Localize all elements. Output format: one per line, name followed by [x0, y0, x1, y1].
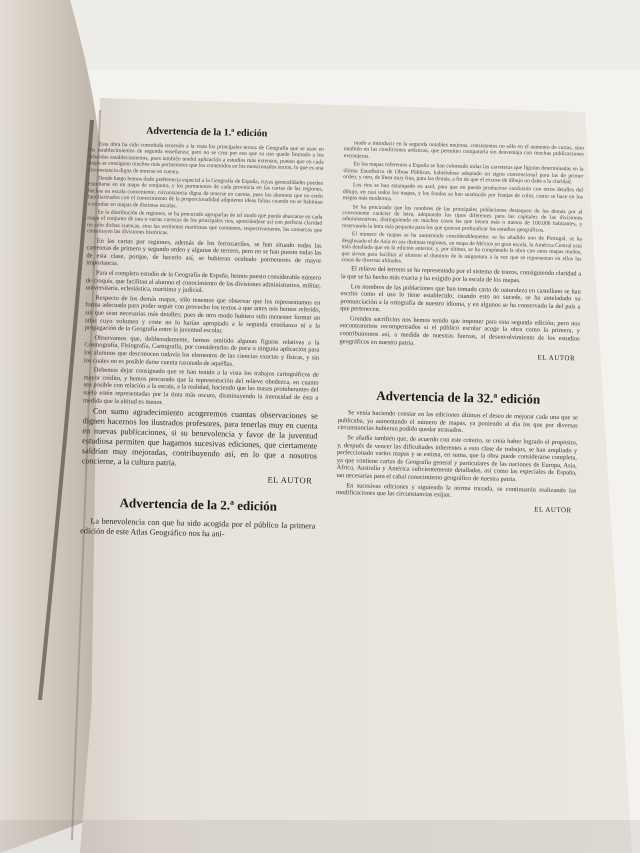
paragraph: Se ha procurado que los nombres de las principales poblaciones destaquen de los demás por el conveniente carácter de letra, adoptando los tipos diferentes para las capitales de las divisiones administrativas, distinguiendo en muchos casos las que tienen más o menos de 100.000 habitantes, y reservando la letra más pequeña para los que quieran profundizar los estudios geográficos. — [342, 203, 583, 234]
author-signature: EL AUTOR — [537, 353, 576, 363]
paragraph: Desde luego hemos dado preferencia especial a la Geografía de España, cuyas generalidades pueden estudiarse en un mapa de conjunto, y los pormenores de cada provincia en las cartas de las regiones, hechas en escala conveniente, circunstancia digna de tenerse en cuenta, pues los alumnos que no estén familiarizados con el conocimiento de la proporcionalidad adquieren ideas falsas cuando no se habitúan a estudiar en mapas de distintas escalas. — [87, 175, 324, 209]
paragraph: Respecto de los demás mapas, sólo tenemos que observar que los representamos en forma adecuada para poder seguir con provecho los textos a que antes nos hemos referido, sin que sean necesarias más detalles; pues de otro modo hubiera sido menester formar un atlas cuyo volumen y coste no lo harían apropiado a la segunda enseñanza ni a la propagación de la Geografía entre la juventud escolar. — [84, 294, 321, 335]
paragraph: En sucesivas ediciones y siguiendo la norma trazada, se continuarán realizando las modificaciones que las circunstancias exijan. — [336, 481, 577, 499]
paragraph: En los mapas referentes a España se han coloreado todas las carreteras que figuran determinadas en la última Estadística de Obras Públicas, habiéndose adoptado un signo convencional para las de primer orden, y otro, de línea muy fina, para las demás, a fin de que el exceso de dibujo no dañe a la claridad. — [343, 161, 584, 186]
paragraph: Los nombres de las poblaciones que han tomado carta de naturaleza en castellano se han escrito como el uso lo tiene establecido; cuando esto no sucede, se ha anteladado su pronunciación a la ortografía de nuestro idioma, y en algunos se ha conservado la del país a que pertenecen. — [340, 282, 581, 314]
paragraph: mado a introducir en la segunda notables mejoras, consistentes no sólo en el aumento de cartas, sino también en las condiciones artísticas, que permiten compararla sin desventaja con muchas publicaciones extranjeras. — [343, 140, 585, 160]
paragraph: Esta obra ha sido concebida teniendo a la vista los principales textos de Geografía que se usan en los establecimientos de segunda enseñanza; pero no se crea por eso que su uso quede limitado a los referidos establecimientos, pues también tendrá aplicación a estudios más extensos, puesto que en cada mapa se consignan muchos más pormenores que los contenidos en los mencionados textos, lo que es una circunstancia digna de tenerse en cuenta. — [88, 141, 324, 176]
book-page — [44, 94, 620, 807]
paragraph: La benevolencia con que ha sido acogida por el público la primera edición de este Atlas Geográfico nos ha ani- — [80, 516, 316, 539]
section-heading-2nd-edition: Advertencia de la 2.ª edición — [119, 495, 278, 514]
author-signature: EL AUTOR — [267, 474, 313, 486]
section-heading-32nd-edition: Advertencia de la 32.ª edición — [376, 388, 541, 407]
paragraph: Los ríos se han estampado en azul, para que no pueda producirse confusión con otros detalles del dibujo, en casi todos los mapas, y los fondos se han sustituido por franjas de color, como se hace en los mapas más modernos. — [342, 182, 584, 203]
left-column — [80, 124, 324, 543]
paragraph: Para el completo estudio de la Geografía de España, hemos puesto considerable número de croquis, que facilitan al alumno el conocimiento de las divisiones administrativa, militar, universitaria, eclesiástica, marítima y judicial. — [85, 269, 322, 295]
paragraph: Se añadía también que, de acuerdo con este criterio, se creía haber logrado el propósito, y, después de vencer las dificultades inherentes a esta clase de trabajos, se han ampliado y perfeccionado varios mapas y se estima, en suma, que la obra puede considerarse completa, ya que contiene cartas de Geografía general y particulares de las naciones de Europa, Asia, África, Australia y América suficientemente detalladas, así como las especiales de España, tan necesarias para el cabal conocimiento geográfico de nuestra patria. — [336, 434, 578, 484]
paragraph: Con sumo agradecimiento acogeremos cuantas observaciones se dignen hacernos los ilustrados profesores, para tenerlas muy en cuenta en nuevas publicaciones, si su benevolencia y favor de la juventud estudiosa permiten que hagamos sucesivas ediciones, que ciertamente saldrían muy mejoradas, contribuyendo así, en lo que a nosotros concierne, a la cultura patria. — [81, 406, 318, 468]
paragraph: En la distribución de regiones, se ha procurado agruparlas de tal modo que pueda abarcarse en cada mapa el conjunto de una o varias cuencas de los principales ríos, apreciándose así con perfecta claridad no sólo dichas cuencas, sino las vertientes marítimas que contienen, respectivamente, las comarcas que constituyen las divisiones históricas. — [86, 209, 323, 237]
paragraph: Se venía haciendo constar en las ediciones últimas el deseo de mejorar cada una que se publicaba, ya aumentando el número de mapas, ya poniendo al día los que por diversas circunstancias hubieran podido quedar atrasados. — [337, 409, 578, 435]
right-column — [335, 140, 584, 528]
paragraph: Grandes sacrificios nos hemos tenido que imponer para esta segunda edición; pero nos encontraremos recompensados si el público escolar acoge la obra como la primera, y contribuiremos así, a medida de nuestras fuerzas, al desenvolvimiento de los estudios geográficos en nuestra patria. — [339, 315, 581, 347]
paragraph: El número de mapas se ha aumentado considerablemente: se ha añadido uno de Portugal, se ha desglosado el de Asia en sus distintas regiones, un mapa de México en gran escala, la América Central está más detallada que en la edición anterior, y, por último, se ha completado la obra con unos mapas mudos, que sirven para facilitar al alumno el dominio de la asignatura a la vez que se representan en ellos las zonas de diversas altitudes. — [341, 231, 582, 265]
paragraph: En las cartas por regiones, además de los ferrocarriles, se han situado todas las carreteras de primero y segundo orden y algunas de tercero, pero no se han puesto todas las de esta clase, porque, de hacerlo así, se hubieran ocultado pormenores de mayor importancia. — [86, 237, 322, 268]
paragraph: Debemos dejar consignado que se han tenido a la vista los trabajos cartográficos de mayor crédito, y hemos procurado que la representación del relieve obedezca, en cuanto sea posible con relación a la escala, a la realidad, haciendo que las masas protuberantes del suelo estén representadas por la tinta más oscura, disminuyendo la intensidad de ésta a medida que la altitud es menor. — [83, 366, 319, 406]
paragraph: El relieve del terreno se ha representado por el sistema de trazos, consiguiendo claridad a la que se ha hecho más exacta y ha exigido por la escala de los mapas. — [340, 265, 582, 285]
paragraph: Observamos que, deliberadamente, hemos omitido algunas figuras relativas a la Cosmografía, Fisiografía, Cartografía, por considerarlas de poca o ninguna aplicación para los alumnos que desconocen todavía los elementos de las ciencias exactas y físicas, y sin los cuales no es posible darse cuenta razonada de aquéllas. — [83, 334, 320, 368]
author-signature: EL AUTOR — [534, 505, 572, 515]
section-heading-1st-edition: Advertencia de la 1.ª edición — [146, 125, 268, 140]
